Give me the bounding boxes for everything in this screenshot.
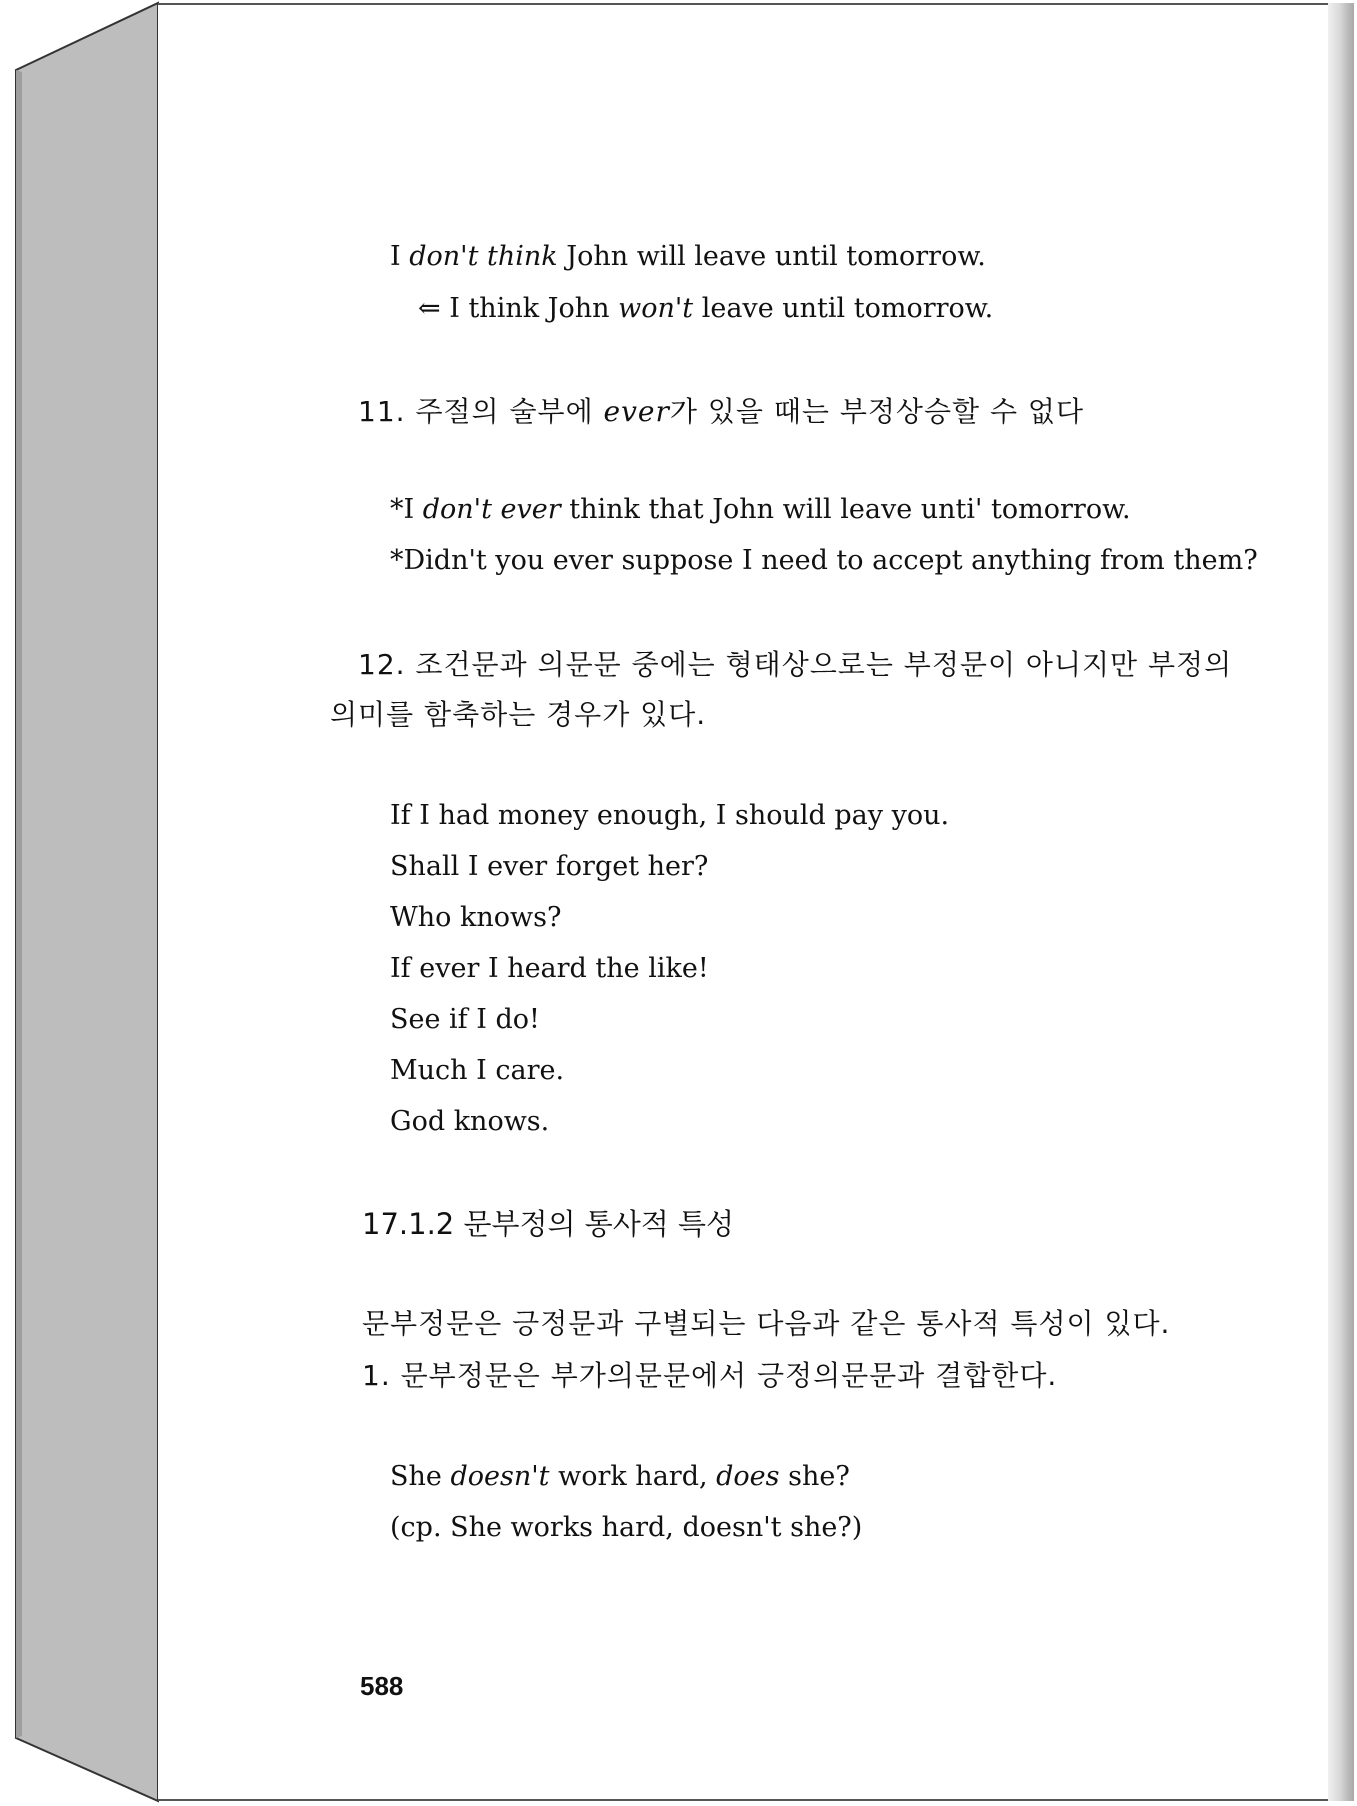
example-sentence: She doesn't work hard, does she? [390, 1461, 850, 1492]
book-spine [0, 0, 160, 1806]
example-sentence: *Didn't you ever suppose I need to accept anything from them? [390, 545, 1258, 576]
example-sentence: See if I do! [390, 1004, 540, 1035]
rule-heading-12: 12. 조건문과 의문문 중에는 형태상으로는 부정문이 아니지만 부정의 [358, 648, 1233, 681]
page-edge-shadow [1328, 3, 1354, 1801]
rule-heading-11: 11. 주절의 술부에 ever가 있을 때는 부정상승할 수 없다 [358, 395, 1085, 428]
example-sentence: Shall I ever forget her? [390, 851, 709, 882]
rule-heading-12-continued: 의미를 함축하는 경우가 있다. [330, 698, 707, 731]
document-page [158, 3, 1332, 1801]
example-sentence: I don't think John will leave until tomorrow. [390, 241, 986, 272]
section-heading: 17.1.2 문부정의 통사적 특성 [362, 1207, 735, 1241]
rule-heading-1: 1. 문부정문은 부가의문문에서 긍정의문문과 결합한다. [362, 1359, 1058, 1392]
body-paragraph: 문부정문은 긍정문과 구별되는 다음과 같은 통사적 특성이 있다. [362, 1307, 1171, 1340]
example-sentence: If ever I heard the like! [390, 953, 709, 984]
example-sentence: God knows. [390, 1106, 550, 1137]
example-sentence: (cp. She works hard, doesn't she?) [390, 1512, 863, 1543]
example-sentence: Who knows? [390, 902, 562, 933]
example-sentence: *I don't ever think that John will leave unti' tomorrow. [390, 494, 1131, 525]
page-number: 588 [360, 1671, 404, 1701]
example-sentence: Much I care. [390, 1055, 565, 1086]
example-sentence: ⇐ I think John won't leave until tomorrow. [418, 293, 994, 324]
example-sentence: If I had money enough, I should pay you. [390, 800, 950, 831]
